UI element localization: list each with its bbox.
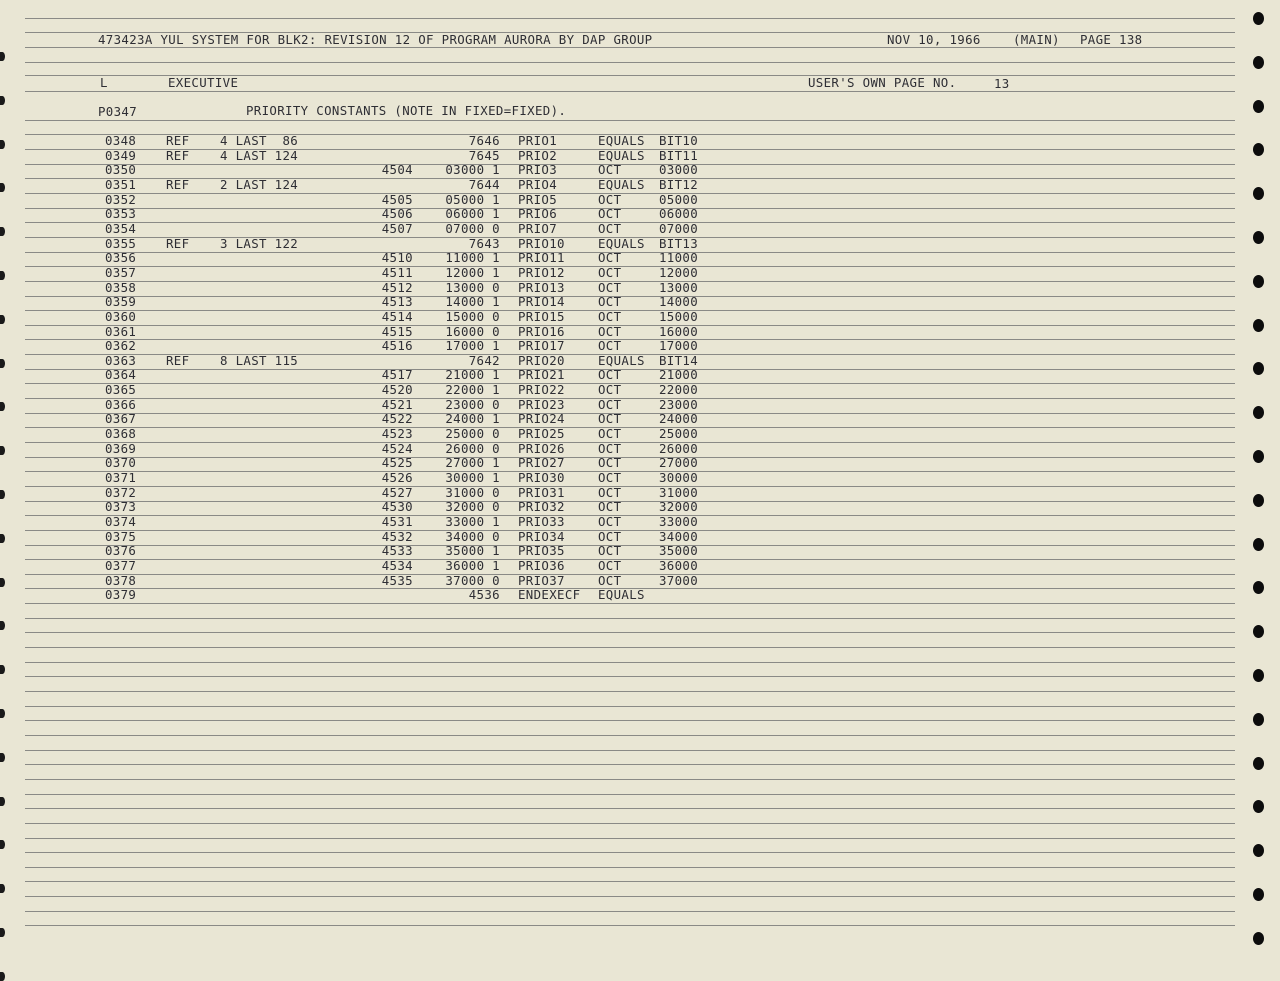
listing-operand: 32000 [659,499,699,515]
listing-operand: 27000 [659,455,699,471]
listing-opcode: OCT [598,191,622,207]
listing-addr: 4513 [381,294,413,310]
listing-oct: 37000 0 [445,572,500,588]
feed-hole [1253,581,1264,594]
feed-hole [1253,319,1264,332]
listing-line: 0377 [105,557,137,573]
listing-oct: 14000 1 [445,294,500,310]
listing-opcode: EQUALS [598,133,645,148]
listing-row [0,559,1000,574]
listing-addr: 4511 [381,264,413,280]
ruled-line [25,735,1235,736]
listing-operand: 14000 [659,294,699,310]
listing-label: PRIO25 [518,426,565,441]
feed-hole [0,621,5,630]
feed-hole [0,665,5,674]
ruled-line [25,852,1235,853]
listing-opcode: OCT [598,411,622,427]
listing-addr: 4525 [381,455,413,471]
listing-operand: 23000 [659,396,699,412]
listing-label: PRIO35 [518,543,565,559]
listing-operand: 21000 [659,367,699,383]
listing-label: PRIO27 [518,455,565,471]
ruled-line [25,691,1235,692]
ruled-line [25,647,1235,648]
listing-line: 0378 [105,572,137,588]
listing-label: PRIO3 [518,162,558,178]
feed-hole [1253,231,1264,244]
listing-addr: 4516 [381,338,413,354]
users-page-label: USER'S OWN PAGE NO. [808,75,957,90]
listing-opcode: OCT [598,455,622,471]
listing-label: PRIO32 [518,499,565,515]
listing-addr: 4533 [381,543,413,559]
listing-oct: 7644 [468,176,500,192]
listing-refdata: 4 LAST 124 [220,147,299,163]
feed-hole [1253,669,1264,682]
listing-label: PRIO37 [518,572,565,588]
feed-hole [1253,187,1264,200]
users-page-number: 13 [994,76,1010,91]
listing-addr: 4524 [381,440,413,456]
listing-row [0,237,1000,252]
listing-opcode: OCT [598,338,622,354]
listing-row [0,544,1000,559]
listing-label: PRIO4 [518,176,558,192]
feed-hole [1253,450,1264,463]
ruled-line [25,911,1235,912]
listing-row [0,178,1000,193]
section-marker: L [100,75,108,90]
feed-hole [0,972,5,981]
listing-oct: 07000 0 [445,220,500,236]
listing-label: PRIO16 [518,323,565,339]
feed-hole [0,753,5,762]
listing-line: 0362 [105,338,137,354]
listing-refdata: 8 LAST 115 [220,352,299,368]
listing-opcode: OCT [598,469,622,485]
log-section-id: P0347 [98,104,138,119]
feed-hole [1253,757,1264,770]
listing-label: PRIO6 [518,206,558,222]
listing-operand: BIT14 [659,352,699,368]
listing-label: PRIO23 [518,396,565,412]
listing-label: PRIO34 [518,528,565,544]
feed-hole [1253,494,1264,507]
listing-label: PRIO12 [518,264,565,280]
listing-line: 0366 [105,396,137,412]
listing-label: PRIO31 [518,484,565,500]
listing-opcode: OCT [598,528,622,544]
listing-line: 0351 [105,176,137,192]
feed-hole [0,709,5,718]
listing-label: PRIO30 [518,469,565,485]
listing-oct: 23000 0 [445,396,500,412]
listing-line: 0371 [105,469,137,485]
feed-hole [1253,888,1264,901]
listing-operand: 25000 [659,426,699,441]
listing-oct: 7645 [468,147,500,163]
listing-oct: 16000 0 [445,323,500,339]
feed-hole [1253,143,1264,156]
feed-hole [1253,406,1264,419]
listing-opcode: OCT [598,499,622,515]
feed-hole [1253,932,1264,945]
listing-line: 0348 [105,133,137,148]
listing-opcode: OCT [598,323,622,339]
listing-ref: REF [166,176,190,192]
ruled-line [25,120,1235,121]
program-header: 473423A YUL SYSTEM FOR BLK2: REVISION 12 OF PROGRAM AURORA BY DAP GROUP [98,32,653,47]
listing-refdata: 3 LAST 122 [220,235,299,251]
listing-operand: BIT12 [659,176,699,192]
listing-opcode: OCT [598,484,622,500]
feed-hole [1253,800,1264,813]
listing-row [0,310,1000,325]
listing-addr: 4522 [381,411,413,427]
listing-oct: 30000 1 [445,469,500,485]
listing-line: 0349 [105,147,137,163]
listing-label: PRIO11 [518,250,565,266]
feed-hole [0,797,5,806]
listing-addr: 4510 [381,250,413,266]
listing-refdata: 4 LAST 86 [220,133,299,148]
listing-oct: 7646 [468,133,500,148]
listing-oct: 25000 0 [445,426,500,441]
feed-hole [1253,275,1264,288]
feed-hole [1253,100,1264,113]
listing-line: 0361 [105,323,137,339]
listing-label: PRIO13 [518,279,565,295]
listing-oct: 26000 0 [445,440,500,456]
listing-operand: 13000 [659,279,699,295]
listing-label: PRIO24 [518,411,565,427]
ruled-line [25,91,1235,92]
listing-oct: 4536 [468,587,500,603]
feed-hole [1253,362,1264,375]
listing-opcode: OCT [598,440,622,456]
listing-oct: 32000 0 [445,499,500,515]
listing-row [0,134,1000,149]
listing-row [0,515,1000,530]
listing-row [0,163,1000,178]
listing-opcode: OCT [598,308,622,324]
listing-row [0,193,1000,208]
listing-operand: 33000 [659,513,699,529]
ruled-line [25,47,1235,48]
listing-opcode: EQUALS [598,147,645,163]
ruled-line [25,925,1235,926]
listing-row [0,588,1000,603]
listing-line: 0364 [105,367,137,383]
listing-operand: 37000 [659,572,699,588]
listing-addr: 4531 [381,513,413,529]
listing-opcode: OCT [598,396,622,412]
listing-operand: 31000 [659,484,699,500]
listing-opcode: OCT [598,513,622,529]
listing-oct: 31000 0 [445,484,500,500]
listing-line: 0363 [105,352,137,368]
listing-line: 0359 [105,294,137,310]
listing-line: 0379 [105,587,137,603]
listing-row [0,266,1000,281]
listing-label: PRIO14 [518,294,565,310]
listing-oct: 05000 1 [445,191,500,207]
feed-hole [1253,625,1264,638]
ruled-line [25,881,1235,882]
listing-opcode: EQUALS [598,587,645,603]
listing-label: PRIO15 [518,308,565,324]
listing-line: 0370 [105,455,137,471]
listing-operand: 03000 [659,162,699,178]
listing-oct: 7642 [468,352,500,368]
listing-oct: 33000 1 [445,513,500,529]
listing-addr: 4527 [381,484,413,500]
listing-oct: 11000 1 [445,250,500,266]
listing-label: PRIO7 [518,220,558,236]
ruled-line [25,823,1235,824]
listing-opcode: EQUALS [598,352,645,368]
listing-addr: 4514 [381,308,413,324]
listing-oct: 34000 0 [445,528,500,544]
listing-operand: 16000 [659,323,699,339]
listing-row [0,339,1000,354]
listing-operand: BIT13 [659,235,699,251]
listing-label: PRIO10 [518,235,565,251]
listing-row [0,471,1000,486]
listing-operand: BIT10 [659,133,699,148]
listing-opcode: EQUALS [598,176,645,192]
listing-label: PRIO33 [518,513,565,529]
listing-line: 0356 [105,250,137,266]
listing-addr: 4526 [381,469,413,485]
listing-oct: 12000 1 [445,264,500,280]
ruled-line [25,720,1235,721]
ruled-line [25,18,1235,19]
listing-label: PRIO36 [518,557,565,573]
listing-label: PRIO26 [518,440,565,456]
listing-addr: 4515 [381,323,413,339]
listing-label: PRIO5 [518,191,558,207]
listing-line: 0367 [105,411,137,427]
listing-operand: 17000 [659,338,699,354]
listing-oct: 24000 1 [445,411,500,427]
ruled-line [25,618,1235,619]
ruled-line [25,896,1235,897]
listing-line: 0376 [105,543,137,559]
ruled-line [25,750,1235,751]
listing-line: 0375 [105,528,137,544]
listing-opcode: EQUALS [598,235,645,251]
listing-line: 0352 [105,191,137,207]
listing-addr: 4521 [381,396,413,412]
listing-opcode: OCT [598,279,622,295]
listing-line: 0369 [105,440,137,456]
listing-oct: 7643 [468,235,500,251]
listing-opcode: OCT [598,367,622,383]
feed-hole [0,928,5,937]
listing-opcode: OCT [598,572,622,588]
ruled-line [25,62,1235,63]
listing-oct: 27000 1 [445,455,500,471]
listing-line: 0358 [105,279,137,295]
ruled-line [25,794,1235,795]
ruled-line [25,662,1235,663]
ruled-line [25,632,1235,633]
listing-refdata: 2 LAST 124 [220,176,299,192]
ruled-line [25,867,1235,868]
listing-label: PRIO20 [518,352,565,368]
listing-addr: 4506 [381,206,413,222]
ruled-line [25,764,1235,765]
listing-oct: 06000 1 [445,206,500,222]
listing-row [0,251,1000,266]
listing-label: PRIO22 [518,382,565,398]
listing-line: 0353 [105,206,137,222]
listing-operand: BIT11 [659,147,699,163]
feed-hole [1253,56,1264,69]
listing-row [0,398,1000,413]
listing-opcode: OCT [598,250,622,266]
listing-operand: 36000 [659,557,699,573]
listing-line: 0368 [105,426,137,441]
listing-line: 0365 [105,382,137,398]
feed-hole [1253,713,1264,726]
listing-row [0,442,1000,457]
listing-ref: REF [166,133,190,148]
listing-row [0,456,1000,471]
listing-addr: 4512 [381,279,413,295]
listing-row [0,500,1000,515]
listing-line: 0373 [105,499,137,515]
listing-oct: 17000 1 [445,338,500,354]
listing-ref: REF [166,235,190,251]
feed-hole [0,96,5,105]
listing-line: 0357 [105,264,137,280]
listing-line: 0350 [105,162,137,178]
listing-row [0,281,1000,296]
listing-oct: 21000 1 [445,367,500,383]
listing-oct: 03000 1 [445,162,500,178]
listing-oct: 35000 1 [445,543,500,559]
listing-addr: 4505 [381,191,413,207]
feed-hole [0,884,5,893]
listing-row [0,325,1000,340]
log-section-title: PRIORITY CONSTANTS (NOTE IN FIXED=FIXED). [246,103,567,118]
listing-row [0,530,1000,545]
listing-row [0,222,1000,237]
listing-line: 0372 [105,484,137,500]
listing-oct: 15000 0 [445,308,500,324]
listing-line: 0355 [105,235,137,251]
page-number: PAGE 138 [1080,32,1143,47]
ruled-line [25,779,1235,780]
listing-label: ENDEXECF [518,587,581,603]
feed-hole [0,840,5,849]
listing-operand: 06000 [659,206,699,222]
listing-operand: 11000 [659,250,699,266]
listing-row [0,368,1000,383]
listing-addr: 4534 [381,557,413,573]
listing-operand: 34000 [659,528,699,544]
ruled-line [25,706,1235,707]
feed-hole [1253,538,1264,551]
listing-operand: 12000 [659,264,699,280]
listing-ref: REF [166,147,190,163]
listing-addr: 4523 [381,426,413,441]
listing-oct: 13000 0 [445,279,500,295]
listing-row [0,295,1000,310]
listing-operand: 30000 [659,469,699,485]
listing-row [0,486,1000,501]
listing-addr: 4520 [381,382,413,398]
feed-hole [0,52,5,61]
listing-line: 0360 [105,308,137,324]
listing-addr: 4532 [381,528,413,544]
listing-opcode: OCT [598,382,622,398]
listing-opcode: OCT [598,264,622,280]
listing-addr: 4507 [381,220,413,236]
ruled-line [25,838,1235,839]
listing-ref: REF [166,352,190,368]
feed-hole [1253,12,1264,25]
listing-opcode: OCT [598,206,622,222]
listing-addr: 4517 [381,367,413,383]
listing-row [0,412,1000,427]
listing-addr: 4504 [381,162,413,178]
listing-row [0,149,1000,164]
listing-operand: 35000 [659,543,699,559]
listing-label: PRIO1 [518,133,558,148]
listing-operand: 15000 [659,308,699,324]
listing-addr: 4535 [381,572,413,588]
listing-label: PRIO21 [518,367,565,383]
listing-row [0,383,1000,398]
listing-label: PRIO2 [518,147,558,163]
listing-operand: 24000 [659,411,699,427]
section-name: EXECUTIVE [168,75,239,90]
listing-opcode: OCT [598,162,622,178]
listing-row [0,427,1000,442]
listing-addr: 4530 [381,499,413,515]
listing-operand: 26000 [659,440,699,456]
listing-operand: 22000 [659,382,699,398]
listing-opcode: OCT [598,294,622,310]
feed-hole [1253,844,1264,857]
ruled-line [25,676,1235,677]
print-mode: (MAIN) [1013,32,1060,47]
listing-row [0,574,1000,589]
listing-line: 0354 [105,220,137,236]
listing-opcode: OCT [598,557,622,573]
listing-oct: 22000 1 [445,382,500,398]
listing-line: 0374 [105,513,137,529]
listing-oct: 36000 1 [445,557,500,573]
listing-label: PRIO17 [518,338,565,354]
listing-row [0,354,1000,369]
listing-opcode: OCT [598,220,622,236]
listing-operand: 05000 [659,191,699,207]
listing-row [0,207,1000,222]
listing-operand: 07000 [659,220,699,236]
ruled-line [25,603,1235,604]
print-date: NOV 10, 1966 [887,32,981,47]
ruled-line [25,808,1235,809]
listing-opcode: OCT [598,426,622,441]
listing-opcode: OCT [598,543,622,559]
